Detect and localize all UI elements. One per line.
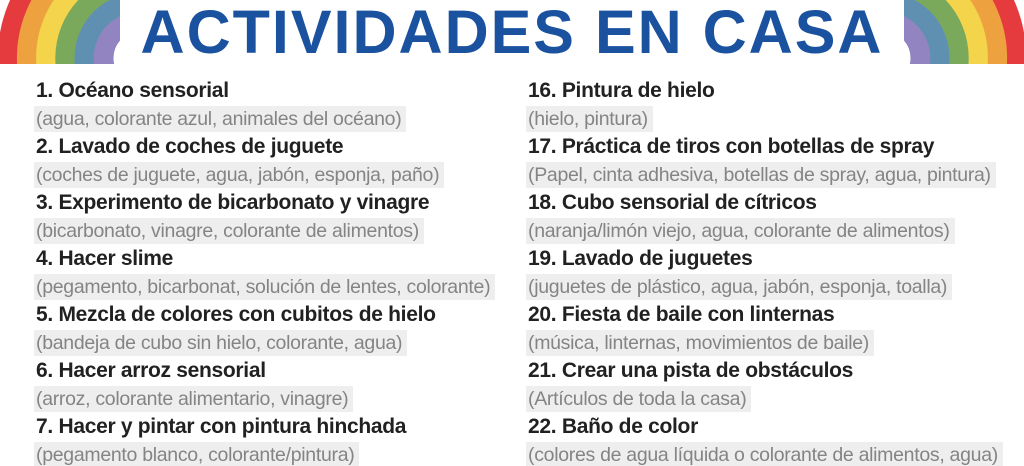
activity-materials: (naranja/limón viejo, agua, colorante de alimentos) xyxy=(526,218,955,244)
activity-heading: 3. Experimento de bicarbonato y vinagre xyxy=(36,191,430,214)
activity-item xyxy=(36,133,488,189)
activity-item xyxy=(36,245,491,301)
activity-item xyxy=(528,357,980,413)
activity-item xyxy=(36,189,488,245)
activity-heading: 1. Océano sensorial xyxy=(36,79,229,102)
activity-materials: (coches de juguete, agua, jabón, esponja, paño) xyxy=(34,162,444,188)
activity-item xyxy=(528,245,980,301)
activity-materials-line xyxy=(528,329,980,357)
activity-heading: 7. Hacer y pintar con pintura hinchada xyxy=(36,415,407,438)
activity-heading: 17. Práctica de tiros con botellas de spray xyxy=(528,135,935,158)
activity-materials-line xyxy=(36,161,488,189)
activity-materials: (Papel, cinta adhesiva, botellas de spray, agua, pintura) xyxy=(526,162,996,188)
activity-materials: (arroz, colorante alimentario, vinagre) xyxy=(34,386,353,412)
activity-heading: 2. Lavado de coches de juguete xyxy=(36,135,344,158)
activity-item xyxy=(528,77,980,133)
activity-materials-line xyxy=(36,273,491,301)
activity-materials: (agua, colorante azul, animales del océano) xyxy=(34,106,406,132)
activity-materials: (música, linternas, movimientos de baile) xyxy=(526,330,874,356)
activity-materials: (hielo, pintura) xyxy=(526,106,653,132)
activity-materials-line xyxy=(36,217,488,245)
activity-materials: (pegamento, bicarbonat, solución de lentes, colorante) xyxy=(34,274,495,300)
activity-heading: 5. Mezcla de colores con cubitos de hielo xyxy=(36,303,436,326)
activity-heading: 18. Cubo sensorial de cítricos xyxy=(528,191,817,214)
activity-item xyxy=(36,413,488,466)
activity-materials: (juguetes de plástico, agua, jabón, esponja, toalla) xyxy=(526,274,952,300)
activity-materials: (colores de agua líquida o colorante de alimentos, agua) xyxy=(526,442,1003,466)
activities-list xyxy=(36,77,998,466)
activity-item xyxy=(36,357,488,413)
activity-materials: (bandeja de cubo sin hielo, colorante, agua) xyxy=(34,330,407,356)
activity-heading: 4. Hacer slime xyxy=(36,247,174,270)
activity-materials: (Artículos de toda la casa) xyxy=(526,386,751,412)
activity-materials-line xyxy=(36,441,488,466)
activities-column-left xyxy=(36,77,491,466)
activity-materials-line xyxy=(528,273,980,301)
activity-materials-line xyxy=(36,329,488,357)
activity-materials: (pegamento blanco, colorante/pintura) xyxy=(34,442,359,466)
activity-materials-line xyxy=(528,217,980,245)
activity-item xyxy=(36,301,488,357)
activity-heading: 19. Lavado de juguetes xyxy=(528,247,753,270)
page-title: ACTIVIDADES EN CASA xyxy=(140,0,884,66)
activity-materials-line xyxy=(528,161,991,189)
activity-item xyxy=(528,189,980,245)
activity-item xyxy=(528,301,980,357)
activity-heading: 21. Crear una pista de obstáculos xyxy=(528,359,854,382)
activity-materials-line xyxy=(528,385,980,413)
activity-materials-line xyxy=(36,105,488,133)
activity-heading: 20. Fiesta de baile con linternas xyxy=(528,303,835,326)
activity-heading: 16. Pintura de hielo xyxy=(528,79,715,102)
activity-materials-line xyxy=(528,105,980,133)
activities-column-right xyxy=(528,77,998,466)
activity-item xyxy=(528,413,998,466)
activity-materials-line xyxy=(36,385,488,413)
activity-item xyxy=(36,77,488,133)
activity-heading: 6. Hacer arroz sensorial xyxy=(36,359,266,382)
activity-materials: (bicarbonato, vinagre, colorante de alimentos) xyxy=(34,218,424,244)
activity-item xyxy=(528,133,991,189)
activity-materials-line xyxy=(528,441,998,466)
activity-heading: 22. Baño de color xyxy=(528,415,698,438)
